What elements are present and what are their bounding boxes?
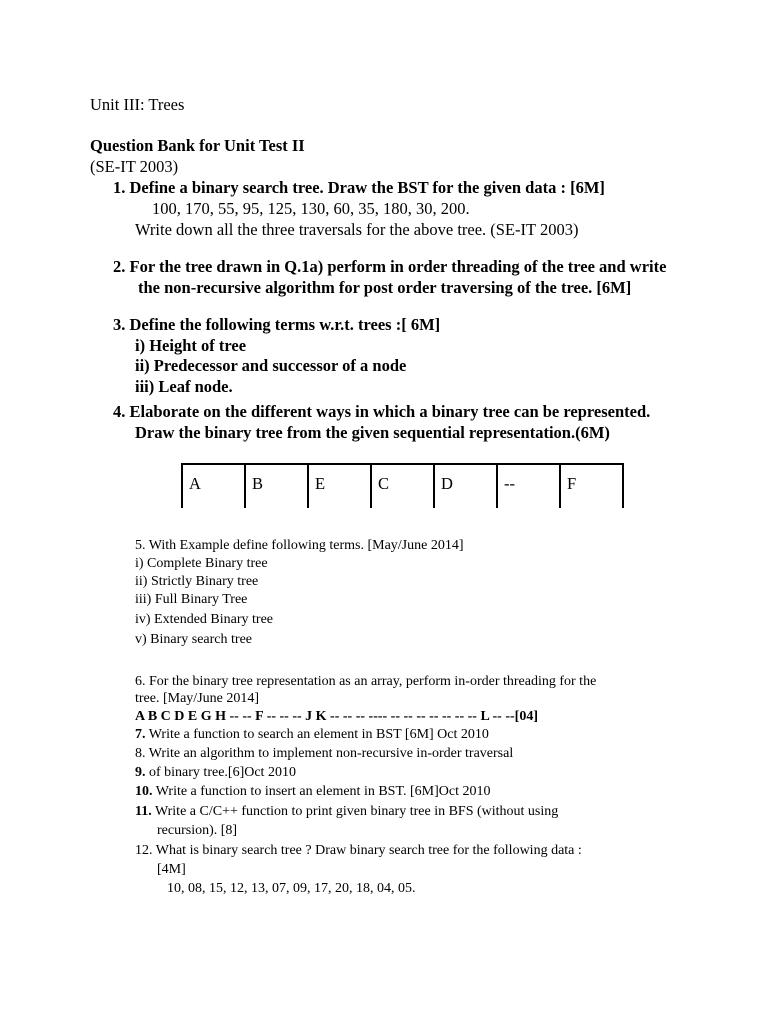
question-4-line-2: Draw the binary tree from the given sequential representation.(6M)	[135, 423, 610, 442]
question-2-marks: [6M]	[596, 278, 632, 297]
question-3-number: 3.	[113, 315, 126, 334]
question-9-number: 9.	[135, 765, 146, 780]
unit-title: Unit III: Trees	[90, 95, 185, 114]
question-2-line-1: For the tree drawn in Q.1a) perform in order threading of the tree and write	[129, 257, 667, 276]
question-bank-subtitle: (SE-IT 2003)	[90, 157, 179, 176]
question-8: 8. Write an algorithm to implement non-recursive in-order traversal	[135, 746, 514, 761]
question-6-array: A B C D E G H -- -- F -- -- -- J K -- -- -- ---- -- -- -- -- -- -- -- L -- --[04]	[135, 709, 538, 724]
sequential-representation-table	[181, 463, 624, 508]
question-3-line-1: Define the following terms w.r.t. trees :	[129, 315, 402, 334]
question-11-line-2: recursion). [8]	[157, 823, 238, 838]
question-5-item: iii) Full Binary Tree	[135, 592, 248, 607]
table-cell: C	[371, 464, 434, 508]
question-5-item: v) Binary search tree	[135, 632, 252, 647]
question-10-number: 10.	[135, 784, 153, 799]
question-bank-title: Question Bank for Unit Test II	[90, 136, 305, 155]
question-1	[113, 177, 605, 198]
question-6: 6. For the binary tree representation as an array, perform in-order threading for the	[135, 674, 597, 689]
question-4	[113, 401, 650, 422]
question-5: 5. With Example define following terms. [May/June 2014]	[135, 538, 464, 553]
question-7-number: 7.	[135, 727, 146, 742]
question-12-data: 10, 08, 15, 12, 13, 07, 09, 17, 20, 18, 04, 05.	[167, 881, 416, 896]
question-5-item: i) Complete Binary tree	[135, 556, 268, 571]
table-cell: E	[308, 464, 371, 508]
question-12: 12. What is binary search tree ? Draw binary search tree for the following data :	[135, 843, 582, 858]
table-cell: B	[245, 464, 308, 508]
question-7: 7. Write a function to search an element in BST [6M] Oct 2010	[135, 727, 489, 742]
table-cell: A	[182, 464, 245, 508]
question-11: 11. Write a C/C++ function to print given binary tree in BFS (without using	[135, 804, 559, 819]
question-3-marks: [ 6M]	[401, 315, 441, 334]
question-6-line-2: tree. [May/June 2014]	[135, 691, 260, 706]
table-cell: F	[560, 464, 623, 508]
question-10: 10. Write a function to insert an element in BST. [6M]Oct 2010	[135, 784, 491, 799]
table-cell: D	[434, 464, 497, 508]
question-4-number: 4.	[113, 402, 126, 421]
question-5-item: ii) Strictly Binary tree	[135, 574, 259, 589]
question-4-line-1: Elaborate on the different ways in which a binary tree can be represented.	[129, 402, 651, 421]
question-3-item: i) Height of tree	[135, 336, 247, 355]
question-1-number: 1.	[113, 178, 126, 197]
question-3-item: ii) Predecessor and successor of a node	[135, 356, 407, 375]
table-cell: --	[497, 464, 560, 508]
question-3-item: iii) Leaf node.	[135, 377, 233, 396]
question-11-number: 11.	[135, 804, 152, 819]
question-2-number: 2.	[113, 257, 126, 276]
table-row	[182, 464, 623, 508]
question-5-item: iv) Extended Binary tree	[135, 612, 274, 627]
question-9: 9. of binary tree.[6]Oct 2010	[135, 765, 296, 780]
question-1-marks: [6M]	[570, 178, 605, 197]
question-2	[113, 256, 666, 277]
question-1-line-3: Write down all the three traversals for the above tree. (SE-IT 2003)	[135, 220, 579, 239]
question-3	[113, 314, 440, 335]
question-12-marks: [4M]	[157, 862, 186, 877]
question-1-line-1: Define a binary search tree. Draw the BST for the given data :	[129, 178, 571, 197]
question-2-line-2: the non-recursive algorithm for post order traversing of the tree. [6M]	[138, 278, 632, 297]
question-1-data: 100, 170, 55, 95, 125, 130, 60, 35, 180, 30, 200.	[152, 199, 470, 218]
